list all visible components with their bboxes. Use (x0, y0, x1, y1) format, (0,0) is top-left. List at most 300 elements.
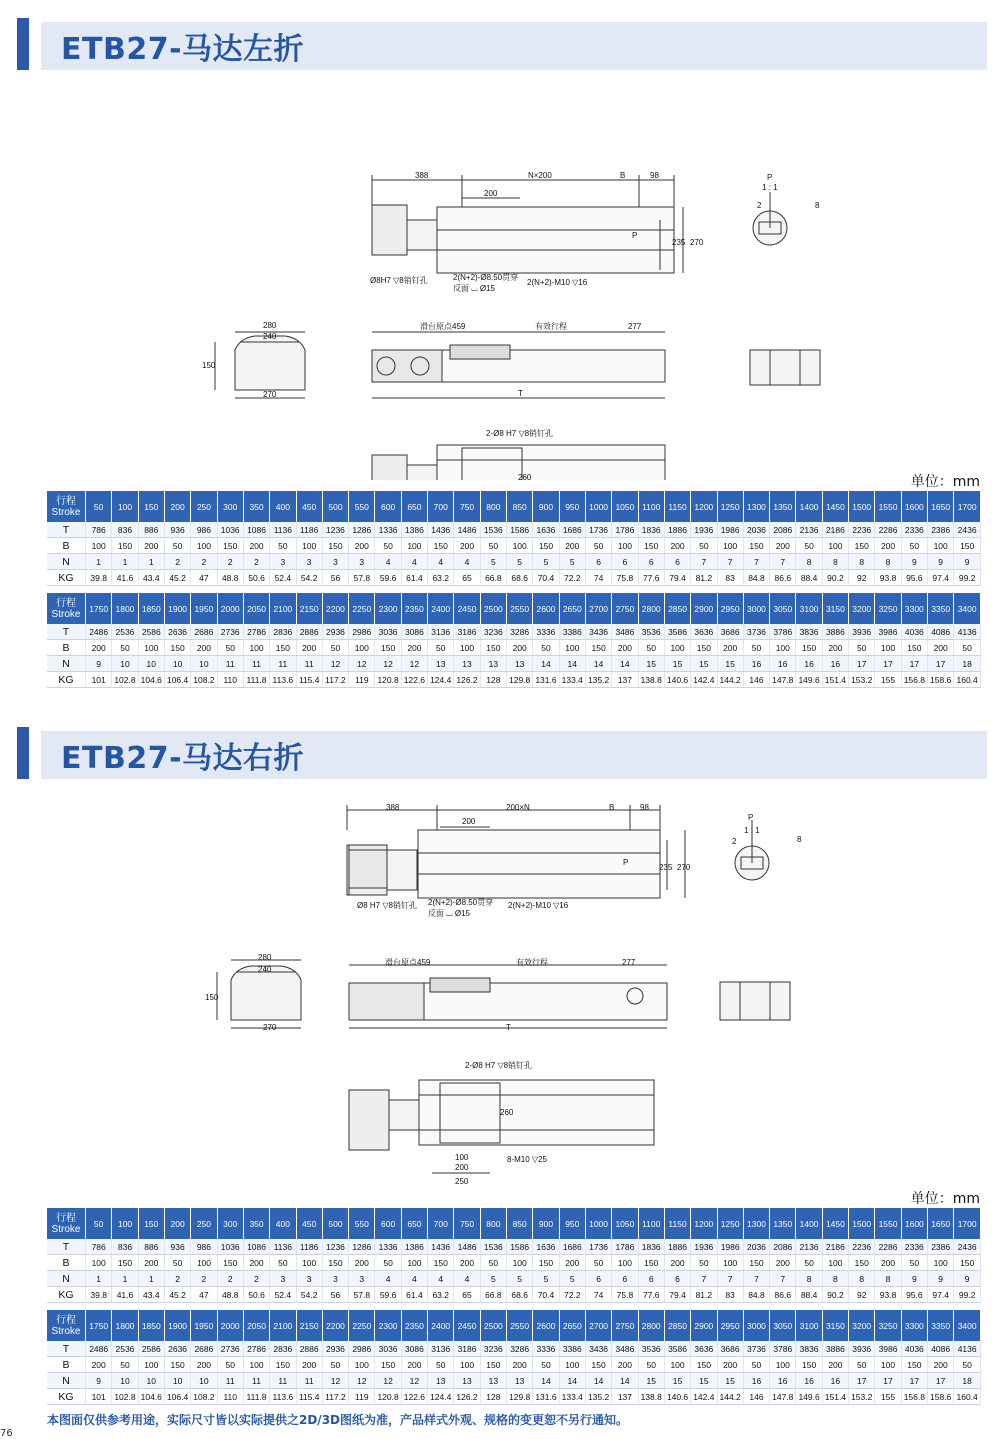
detail-p: P (748, 813, 754, 822)
table-cell: 3136 (428, 624, 454, 640)
table-cell: 3336 (533, 624, 559, 640)
table-cell: 3936 (849, 624, 875, 640)
stroke-column-header: 1950 (191, 593, 217, 624)
table-cell: 7 (743, 1271, 769, 1287)
table-cell: 100 (928, 538, 954, 554)
table-cell: 150 (322, 538, 348, 554)
stroke-column-header: 1550 (875, 491, 901, 522)
table-cell: 15 (664, 656, 690, 672)
stroke-column-header: 2850 (664, 593, 690, 624)
table-cell: 50.6 (243, 570, 269, 586)
drawings-left (0, 80, 1000, 480)
table-cell: 4 (428, 1271, 454, 1287)
table-row (47, 640, 981, 656)
table-cell: 13 (454, 656, 480, 672)
table-cell: 100 (875, 640, 901, 656)
table-cell: 1436 (428, 1239, 454, 1255)
table-cell: 153.2 (849, 1389, 875, 1405)
table-cell: 10 (112, 1373, 138, 1389)
table-cell: 2886 (296, 624, 322, 640)
table-cell: 102.8 (112, 672, 138, 688)
table-cell: 1536 (480, 1239, 506, 1255)
table-cell: 2336 (901, 522, 927, 538)
table-cell: 110 (217, 1389, 243, 1405)
table-cell: 100 (86, 538, 112, 554)
stroke-column-header: 2100 (270, 1310, 296, 1341)
table-cell: 150 (638, 538, 664, 554)
note-bottom-pins: 2-Ø8 H7 ▽8销钉孔 (486, 429, 554, 438)
stroke-column-header: 3250 (875, 1310, 901, 1341)
table-cell: 150 (217, 1255, 243, 1271)
table-cell: 150 (217, 538, 243, 554)
table-cell: 72.2 (559, 570, 585, 586)
end-view-drawing (215, 332, 305, 398)
table-cell: 10 (191, 1373, 217, 1389)
table-cell: 50 (270, 538, 296, 554)
table-cell: 3586 (664, 1341, 690, 1357)
table-cell: 1 (138, 1271, 164, 1287)
table-cell: 56 (322, 570, 348, 586)
table-cell: 120.8 (375, 1389, 401, 1405)
table-cell: 56 (322, 1287, 348, 1303)
table-cell: 1686 (559, 522, 585, 538)
table-cell: 84.8 (743, 1287, 769, 1303)
table-cell: 1136 (270, 1239, 296, 1255)
table-cell: 3386 (559, 1341, 585, 1357)
table-cell: 8 (875, 1271, 901, 1287)
table-cell: 2436 (954, 1239, 981, 1255)
table-cell: 100 (349, 640, 375, 656)
table-cell: 50 (112, 1357, 138, 1373)
table-cell: 1836 (638, 522, 664, 538)
table-cell: 50 (480, 538, 506, 554)
detail-8: 8 (797, 835, 802, 844)
table-cell: 4 (401, 1271, 427, 1287)
stroke-column-header: 1300 (743, 1208, 769, 1239)
table-cell: 2936 (322, 1341, 348, 1357)
dim-280: 280 (263, 321, 277, 330)
dim-235: 235 (659, 863, 673, 872)
table-cell: 8 (849, 1271, 875, 1287)
table-cell: 1136 (270, 522, 296, 538)
stroke-column-header: 100 (112, 491, 138, 522)
table-cell: 150 (849, 538, 875, 554)
stroke-column-header: 1350 (770, 491, 796, 522)
table-cell: 13 (428, 1373, 454, 1389)
table-cell: 142.4 (691, 1389, 717, 1405)
table-cell: 15 (717, 656, 743, 672)
table-cell: 1936 (691, 522, 717, 538)
table-cell: 126.2 (454, 1389, 480, 1405)
table-cell: 50 (585, 1255, 611, 1271)
table-cell: 79.4 (664, 1287, 690, 1303)
table-cell: 1386 (401, 1239, 427, 1255)
table-cell: 16 (822, 656, 848, 672)
row-label: T (47, 522, 86, 538)
stroke-column-header: 800 (480, 491, 506, 522)
table-cell: 3136 (428, 1341, 454, 1357)
dim-277: 277 (622, 958, 636, 967)
header-accent-bar (17, 727, 29, 779)
table-cell: 93.8 (875, 570, 901, 586)
table-cell: 100 (243, 640, 269, 656)
table-cell: 11 (217, 656, 243, 672)
table-cell: 50 (585, 538, 611, 554)
table-cell: 100 (138, 640, 164, 656)
table-cell: 200 (191, 640, 217, 656)
table-cell: 3486 (612, 624, 638, 640)
stroke-column-header: 3400 (954, 1310, 981, 1341)
top-view-drawing (347, 805, 685, 898)
stroke-column-header: 2000 (217, 1310, 243, 1341)
unit-label: 单位：mm (910, 474, 980, 490)
dim-p: P (632, 231, 638, 240)
table-cell: 17 (875, 656, 901, 672)
dim-270: 270 (690, 238, 704, 247)
detail-scale: 1 : 1 (744, 826, 760, 835)
side-small-drawing (750, 350, 820, 385)
table-cell: 50 (796, 1255, 822, 1271)
table-cell: 113.6 (270, 672, 296, 688)
table-cell: 129.8 (507, 672, 533, 688)
stroke-header (47, 593, 86, 624)
stroke-column-header: 2850 (664, 1310, 690, 1341)
table-cell: 3836 (796, 624, 822, 640)
detail-p-drawing (753, 192, 787, 245)
table-cell: 2836 (270, 1341, 296, 1357)
table-cell: 155 (875, 672, 901, 688)
table-cell: 50.6 (243, 1287, 269, 1303)
table-cell: 2 (191, 554, 217, 570)
table-cell: 6 (664, 554, 690, 570)
table-cell: 13 (480, 656, 506, 672)
row-label: T (47, 1341, 86, 1357)
table-cell: 200 (401, 640, 427, 656)
table-cell: 1336 (375, 1239, 401, 1255)
table-cell: 10 (138, 656, 164, 672)
table-cell: 1086 (243, 522, 269, 538)
table-cell: 14 (533, 1373, 559, 1389)
table-cell: 13 (480, 1373, 506, 1389)
table-cell: 12 (322, 656, 348, 672)
table-cell: 17 (901, 656, 927, 672)
stroke-header (47, 491, 86, 522)
table-cell: 50 (375, 538, 401, 554)
table-cell: 2586 (138, 624, 164, 640)
stroke-column-header: 1200 (691, 491, 717, 522)
table-cell: 14 (612, 1373, 638, 1389)
table-cell: 17 (849, 1373, 875, 1389)
table-cell: 200 (86, 640, 112, 656)
table-cell: 140.6 (664, 1389, 690, 1405)
table-cell: 57.8 (349, 570, 375, 586)
table-cell: 90.2 (822, 1287, 848, 1303)
table-cell: 18 (954, 1373, 981, 1389)
dim-t: T (506, 1023, 511, 1032)
table-cell: 1386 (401, 522, 427, 538)
table-cell: 144.2 (717, 1389, 743, 1405)
table-cell: 50 (743, 640, 769, 656)
table-cell: 100 (875, 1357, 901, 1373)
stroke-column-header: 2750 (612, 593, 638, 624)
note-pin-hole: Ø8 H7 ▽8销钉孔 (357, 901, 417, 910)
spec-table-1b (47, 593, 981, 688)
table-cell: 3286 (507, 1341, 533, 1357)
table-cell: 117.2 (322, 672, 348, 688)
table-cell: 8 (796, 554, 822, 570)
table-cell: 72.2 (559, 1287, 585, 1303)
dim-b: B (609, 803, 615, 812)
table-cell: 100 (296, 1255, 322, 1271)
stroke-column-header: 2650 (559, 1310, 585, 1341)
table-cell: 14 (559, 1373, 585, 1389)
table-cell: 2 (243, 554, 269, 570)
table-cell: 45.2 (164, 1287, 190, 1303)
table-cell: 1786 (612, 522, 638, 538)
table-cell: 14 (612, 656, 638, 672)
stroke-column-header: 450 (296, 491, 322, 522)
table-cell: 9 (901, 1271, 927, 1287)
table-cell: 43.4 (138, 1287, 164, 1303)
table-cell: 2136 (796, 522, 822, 538)
table-cell: 144.2 (717, 672, 743, 688)
stroke-column-header: 2400 (428, 593, 454, 624)
table-cell: 75.8 (612, 1287, 638, 1303)
stroke-column-header: 1450 (822, 491, 848, 522)
table-cell: 14 (585, 656, 611, 672)
table-cell: 160.4 (954, 672, 981, 688)
table-cell: 50 (112, 640, 138, 656)
table-cell: 11 (270, 656, 296, 672)
table-cell: 2386 (928, 1239, 954, 1255)
stroke-column-header: 3300 (901, 593, 927, 624)
table-cell: 9 (954, 1271, 981, 1287)
table-row (47, 570, 981, 586)
stroke-column-header: 50 (86, 1208, 112, 1239)
table-cell: 63.2 (428, 570, 454, 586)
table-cell: 150 (480, 1357, 506, 1373)
table-cell: 15 (638, 656, 664, 672)
table-cell: 17 (901, 1373, 927, 1389)
dim-240: 240 (263, 332, 277, 341)
table-cell: 100 (822, 538, 848, 554)
table-cell: 100 (507, 538, 533, 554)
table-cell: 150 (954, 1255, 981, 1271)
stroke-column-header: 1650 (928, 1208, 954, 1239)
table-cell: 2786 (243, 624, 269, 640)
table-cell: 9 (928, 1271, 954, 1287)
stroke-column-header: 1100 (638, 491, 664, 522)
table-cell: 3936 (849, 1341, 875, 1357)
table-cell: 1036 (217, 1239, 243, 1255)
detail-8: 8 (815, 201, 820, 210)
table-cell: 200 (86, 1357, 112, 1373)
table-cell: 5 (480, 1271, 506, 1287)
table-cell: 16 (770, 1373, 796, 1389)
dim-end-270: 270 (263, 390, 277, 399)
table-cell: 2786 (243, 1341, 269, 1357)
stroke-column-header: 950 (559, 1208, 585, 1239)
table-cell: 1286 (349, 522, 375, 538)
table-cell: 2136 (796, 1239, 822, 1255)
stroke-header-cn: 行程 (56, 1212, 76, 1224)
table-cell: 3 (322, 554, 348, 570)
stroke-column-header: 1400 (796, 491, 822, 522)
table-cell: 150 (691, 1357, 717, 1373)
table-cell: 104.6 (138, 1389, 164, 1405)
table-cell: 50 (954, 640, 981, 656)
table-cell: 200 (243, 538, 269, 554)
stroke-column-header: 3200 (849, 593, 875, 624)
table-cell: 4 (454, 1271, 480, 1287)
table-cell: 15 (691, 1373, 717, 1389)
stroke-column-header: 2950 (717, 593, 743, 624)
table-cell: 9 (901, 554, 927, 570)
table-cell: 150 (270, 1357, 296, 1373)
table-cell: 50 (691, 538, 717, 554)
table-cell: 150 (480, 640, 506, 656)
section-header-left (17, 18, 987, 76)
table-cell: 133.4 (559, 1389, 585, 1405)
table-cell: 3786 (770, 1341, 796, 1357)
stroke-column-header: 1300 (743, 491, 769, 522)
table-cell: 4 (401, 554, 427, 570)
table-cell: 3836 (796, 1341, 822, 1357)
table-cell: 15 (664, 1373, 690, 1389)
table-cell: 12 (401, 1373, 427, 1389)
table-cell: 6 (638, 1271, 664, 1287)
table-cell: 12 (401, 656, 427, 672)
table-cell: 153.2 (849, 672, 875, 688)
table-cell: 12 (349, 1373, 375, 1389)
row-label: N (47, 656, 86, 672)
table-cell: 70.4 (533, 1287, 559, 1303)
table-cell: 12 (349, 656, 375, 672)
table-cell: 6 (612, 554, 638, 570)
table-cell: 17 (849, 656, 875, 672)
spec-table-2a (47, 1208, 981, 1303)
table-cell: 3086 (401, 1341, 427, 1357)
table-cell: 3736 (743, 624, 769, 640)
table-cell: 48.8 (217, 1287, 243, 1303)
row-label: KG (47, 570, 86, 586)
stroke-column-header: 1150 (664, 1208, 690, 1239)
stroke-column-header: 2100 (270, 593, 296, 624)
dim-t: T (518, 389, 523, 398)
table-cell: 3336 (533, 1341, 559, 1357)
row-label: T (47, 1239, 86, 1255)
stroke-column-header: 1000 (585, 491, 611, 522)
stroke-column-header: 3100 (796, 593, 822, 624)
table-cell: 101 (86, 1389, 112, 1405)
table-cell: 150 (112, 538, 138, 554)
table-cell: 66.8 (480, 570, 506, 586)
stroke-column-header: 350 (243, 491, 269, 522)
table-cell: 1986 (717, 1239, 743, 1255)
table-cell: 12 (322, 1373, 348, 1389)
table-cell: 100 (454, 1357, 480, 1373)
table-cell: 3036 (375, 624, 401, 640)
table-cell: 5 (507, 1271, 533, 1287)
table-cell: 147.8 (770, 672, 796, 688)
table-cell: 5 (507, 554, 533, 570)
stroke-column-header: 1650 (928, 491, 954, 522)
stroke-column-header: 1400 (796, 1208, 822, 1239)
table-cell: 1 (112, 1271, 138, 1287)
dim-98: 98 (640, 803, 649, 812)
table-cell: 50 (743, 1357, 769, 1373)
table-cell: 81.2 (691, 570, 717, 586)
note-holes: 2(N+2)-Ø8.50贯穿 (453, 273, 519, 282)
table-cell: 1586 (507, 522, 533, 538)
stroke-header-en: Stroke (51, 608, 81, 620)
table-cell: 11 (296, 1373, 322, 1389)
table-cell: 54.2 (296, 570, 322, 586)
table-cell: 200 (928, 640, 954, 656)
table-cell: 93.8 (875, 1287, 901, 1303)
table-cell: 200 (138, 538, 164, 554)
stroke-column-header: 2450 (454, 1310, 480, 1341)
table-cell: 100 (559, 1357, 585, 1373)
table-cell: 2636 (164, 624, 190, 640)
table-cell: 100 (191, 1255, 217, 1271)
table-cell: 111.8 (243, 672, 269, 688)
table-cell: 117.2 (322, 1389, 348, 1405)
stroke-column-header: 2400 (428, 1310, 454, 1341)
dim-stroke: 有效行程 (516, 958, 548, 967)
table-cell: 12 (375, 1373, 401, 1389)
table-cell: 3986 (875, 1341, 901, 1357)
table-cell: 4 (428, 554, 454, 570)
table-cell: 90.2 (822, 570, 848, 586)
table-row (47, 1341, 981, 1357)
table-cell: 146 (743, 1389, 769, 1405)
table-cell: 2 (164, 554, 190, 570)
table-cell: 3586 (664, 624, 690, 640)
table-cell: 106.4 (164, 672, 190, 688)
stroke-column-header: 400 (270, 1208, 296, 1239)
table-cell: 100 (612, 538, 638, 554)
table-cell: 18 (954, 656, 981, 672)
table-cell: 50 (217, 640, 243, 656)
stroke-column-header: 2550 (507, 1310, 533, 1341)
stroke-column-header: 1200 (691, 1208, 717, 1239)
dim-235: 235 (672, 238, 686, 247)
stroke-column-header: 600 (375, 491, 401, 522)
section-title: ETB27-马达左折 (61, 32, 305, 67)
stroke-column-header: 1900 (164, 593, 190, 624)
table-cell: 54.2 (296, 1287, 322, 1303)
stroke-column-header: 1050 (612, 491, 638, 522)
table-cell: 83 (717, 1287, 743, 1303)
table-cell: 9 (86, 656, 112, 672)
table-cell: 119 (349, 1389, 375, 1405)
table-cell: 99.2 (954, 570, 981, 586)
stroke-column-header: 1500 (849, 491, 875, 522)
table-cell: 158.6 (928, 672, 954, 688)
table-cell: 2686 (191, 1341, 217, 1357)
table-cell: 2836 (270, 624, 296, 640)
table-cell: 3236 (480, 624, 506, 640)
table-cell: 47 (191, 1287, 217, 1303)
dim-nx200: N×200 (528, 171, 552, 180)
dim-240: 240 (258, 965, 272, 974)
table-cell: 5 (559, 1271, 585, 1287)
stroke-column-header: 750 (454, 1208, 480, 1239)
stroke-column-header: 2500 (480, 1310, 506, 1341)
table-cell: 104.6 (138, 672, 164, 688)
stroke-column-header: 150 (138, 1208, 164, 1239)
